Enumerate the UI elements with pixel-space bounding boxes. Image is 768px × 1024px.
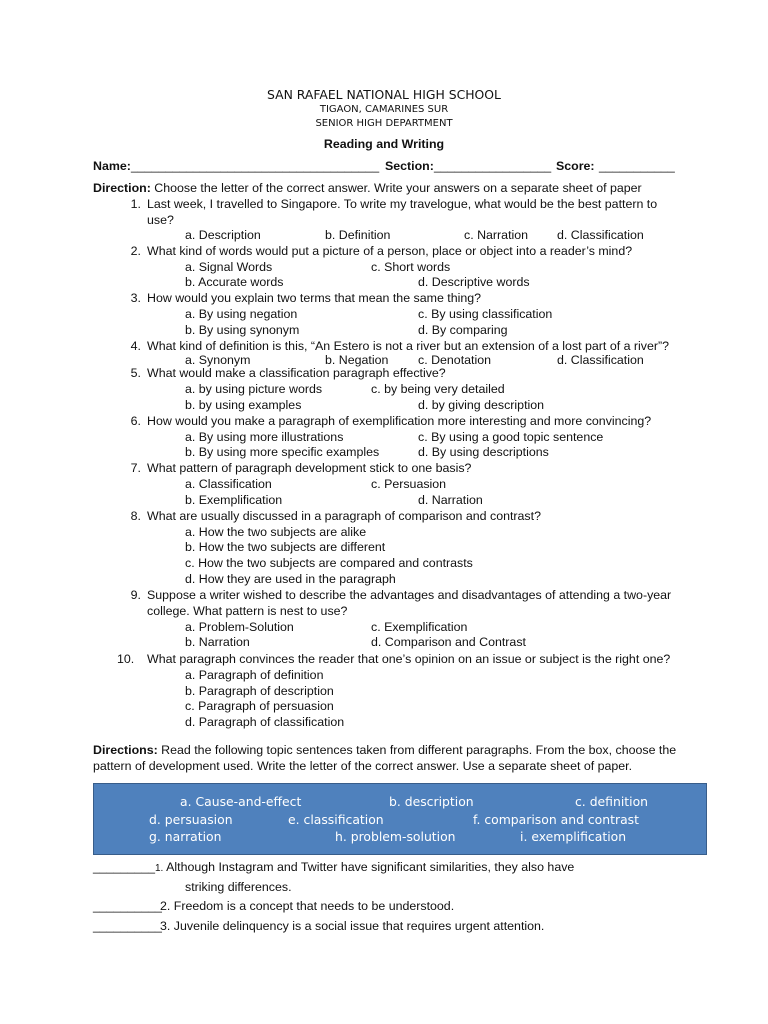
item-text bbox=[155, 861, 574, 874]
question-text: What would make a classification paragraph effective? bbox=[147, 366, 446, 380]
box-choice: d. persuasion bbox=[149, 812, 233, 827]
choice: a. Problem-Solution bbox=[185, 620, 294, 634]
choice: d. Comparison and Contrast bbox=[371, 635, 526, 649]
item-number: 3. bbox=[160, 919, 171, 933]
choices-box bbox=[93, 783, 707, 855]
item-text bbox=[160, 900, 454, 912]
item-sentence: Juvenile delinquency is a social issue that requires urgent attention. bbox=[173, 919, 545, 933]
question-text: How would you make a paragraph of exemplification more interesting and more convincing? bbox=[147, 414, 652, 428]
choice: c. By using a good topic sentence bbox=[418, 430, 604, 444]
question-number: 7. bbox=[130, 461, 141, 475]
choice: d. Classification bbox=[557, 228, 644, 242]
choice: b. Narration bbox=[185, 635, 250, 649]
choice: b. By using more specific examples bbox=[185, 445, 380, 459]
choice: d. Paragraph of classification bbox=[185, 715, 345, 729]
item-sentence: Although Instagram and Twitter have significant similarities, they also have bbox=[166, 860, 575, 874]
choice: c. Denotation bbox=[418, 353, 492, 367]
choice: c. by being very detailed bbox=[371, 382, 505, 396]
choice: c. How the two subjects are compared and contrasts bbox=[185, 556, 473, 570]
answer-blank[interactable]: _________ bbox=[93, 860, 156, 874]
question-number: 5. bbox=[130, 366, 141, 380]
box-choice: f. comparison and contrast bbox=[473, 812, 639, 827]
question-number: 9. bbox=[130, 588, 141, 602]
choice: b. Paragraph of description bbox=[185, 684, 334, 698]
item-number: 1. bbox=[155, 863, 164, 874]
box-choice: g. narration bbox=[149, 829, 222, 844]
name-label: Name: bbox=[93, 159, 131, 173]
choice: d. By using descriptions bbox=[418, 445, 549, 459]
school-name: SAN RAFAEL NATIONAL HIGH SCHOOL bbox=[267, 87, 501, 102]
choice: c. Paragraph of persuasion bbox=[185, 699, 334, 713]
directions-text: pattern of development used. Write the letter of the correct answer. Use a separate sheet of paper. bbox=[93, 759, 633, 773]
choice: b. Definition bbox=[325, 228, 391, 242]
choice: b. by using examples bbox=[185, 398, 302, 412]
box-choice: i. exemplification bbox=[520, 829, 627, 844]
directions-text: Read the following topic sentences taken from different paragraphs. From the box, choose the bbox=[161, 743, 677, 757]
choice: a. Classification bbox=[185, 477, 272, 491]
choice: b. By using synonym bbox=[185, 323, 300, 337]
choice: d. Descriptive words bbox=[418, 275, 530, 289]
choice: a. By using negation bbox=[185, 307, 298, 321]
score-label: Score: bbox=[556, 159, 595, 173]
choice: c. Persuasion bbox=[371, 477, 447, 491]
choice: c. By using classification bbox=[418, 307, 553, 321]
directions bbox=[93, 744, 676, 756]
box-choice: a. Cause-and-effect bbox=[180, 794, 302, 809]
choice: b. Negation bbox=[325, 353, 389, 367]
direction bbox=[93, 182, 642, 194]
question-text: What are usually discussed in a paragraph of comparison and contrast? bbox=[147, 509, 541, 523]
choice: b. Exemplification bbox=[185, 493, 283, 507]
item-sentence: striking differences. bbox=[185, 880, 292, 894]
name-field[interactable]: ____________________________________ bbox=[131, 159, 380, 173]
choice: b. How the two subjects are different bbox=[185, 540, 386, 554]
question-number: 4. bbox=[130, 339, 141, 353]
choice: c. Exemplification bbox=[371, 620, 468, 634]
choice: d. by giving description bbox=[418, 398, 545, 412]
question-number: 6. bbox=[130, 414, 141, 428]
question-text: What kind of definition is this, “An Estero is not a river but an extension of a lost part of a river”? bbox=[147, 339, 670, 353]
question-number: 2. bbox=[130, 244, 141, 258]
direction-label: Direction: bbox=[93, 181, 151, 195]
choice: a. Synonym bbox=[185, 353, 251, 367]
score-field[interactable]: ___________ bbox=[599, 159, 675, 173]
question-text: college. What pattern is nest to use? bbox=[147, 604, 348, 618]
question-text: use? bbox=[147, 213, 174, 227]
question-text: Last week, I travelled to Singapore. To write my travelogue, what would be the best pattern to bbox=[147, 197, 658, 211]
choice: a. by using picture words bbox=[185, 382, 323, 396]
direction-text: Choose the letter of the correct answer. Write your answers on a separate sheet of paper bbox=[154, 181, 642, 195]
choice: d. Classification bbox=[557, 353, 644, 367]
choice: a. How the two subjects are alike bbox=[185, 525, 367, 539]
item-sentence: Freedom is a concept that needs to be understood. bbox=[173, 899, 455, 913]
directions-label: Directions: bbox=[93, 743, 158, 757]
question-number: 10. bbox=[117, 652, 135, 666]
question-number: 1. bbox=[130, 197, 141, 211]
question-text: What kind of words would put a picture of a person, place or object into a reader’s mind? bbox=[147, 244, 633, 258]
box-choice: b. description bbox=[389, 794, 474, 809]
choice: c. Short words bbox=[371, 260, 451, 274]
section-field[interactable]: _________________ bbox=[434, 159, 552, 173]
choice: c. Narration bbox=[464, 228, 529, 242]
box-choice: h. problem-solution bbox=[335, 829, 456, 844]
answer-blank[interactable]: __________ bbox=[93, 919, 162, 933]
question-text: How would you explain two terms that mean the same thing? bbox=[147, 291, 482, 305]
item-number: 2. bbox=[160, 899, 171, 913]
box-choice: c. definition bbox=[575, 794, 649, 809]
question-text: What pattern of paragraph development stick to one basis? bbox=[147, 461, 472, 475]
question-text: What paragraph convinces the reader that one’s opinion on an issue or subject is the right one? bbox=[147, 652, 671, 666]
choice: d. How they are used in the paragraph bbox=[185, 572, 396, 586]
box-choice: e. classification bbox=[288, 812, 384, 827]
choice: a. By using more illustrations bbox=[185, 430, 344, 444]
question-number: 8. bbox=[130, 509, 141, 523]
school-location: TIGAON, CAMARINES SUR bbox=[319, 104, 449, 115]
choice: a. Signal Words bbox=[185, 260, 273, 274]
choice: a. Description bbox=[185, 228, 261, 242]
question-text: Suppose a writer wished to describe the advantages and disadvantages of attending a two-year bbox=[147, 588, 672, 602]
choice: d. By comparing bbox=[418, 323, 508, 337]
choice: a. Paragraph of definition bbox=[185, 668, 324, 682]
school-department: SENIOR HIGH DEPARTMENT bbox=[315, 118, 453, 129]
section-label: Section: bbox=[385, 159, 434, 173]
choice: d. Narration bbox=[418, 493, 483, 507]
page-title: Reading and Writing bbox=[323, 137, 445, 151]
choice: b. Accurate words bbox=[185, 275, 284, 289]
question-number: 3. bbox=[130, 291, 141, 305]
item-text bbox=[160, 920, 544, 932]
answer-blank[interactable]: __________ bbox=[93, 899, 162, 913]
